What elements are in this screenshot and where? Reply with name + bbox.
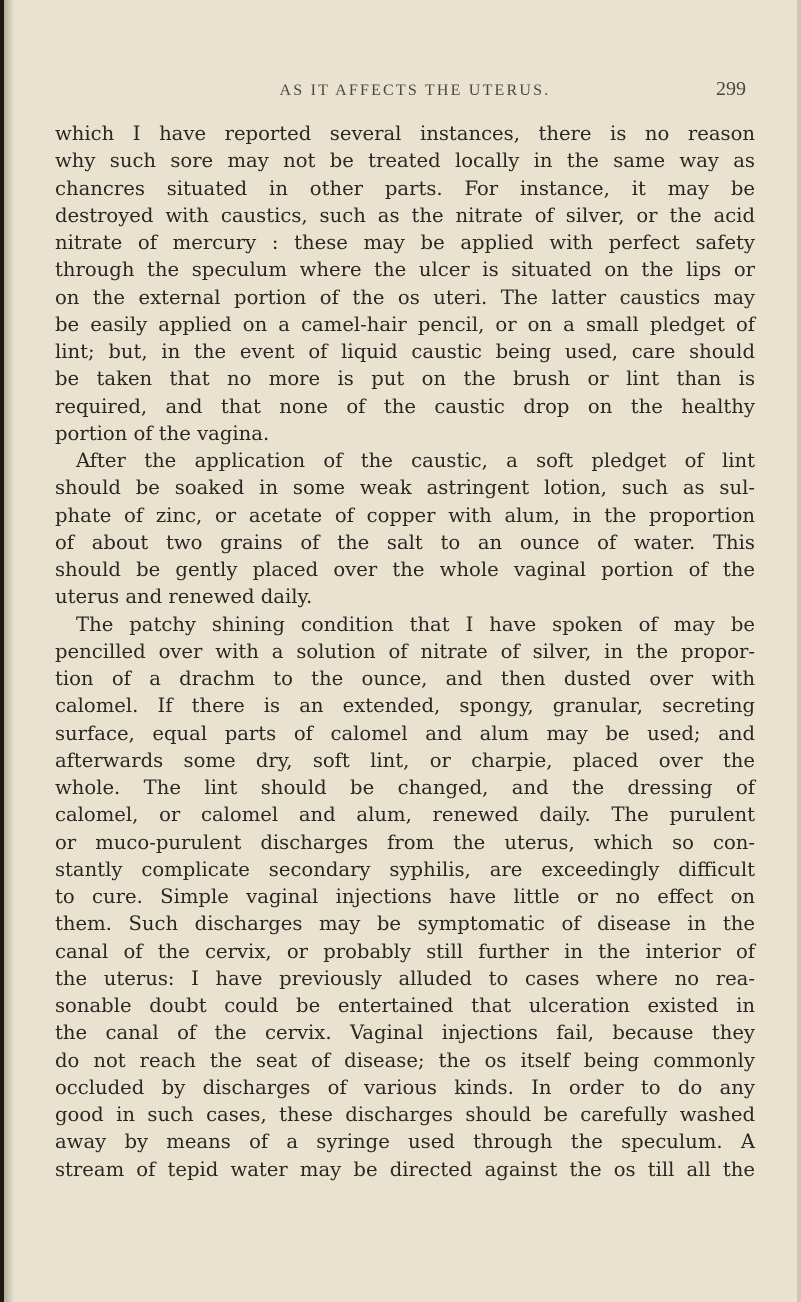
text-line: The patchy shining condition that I have spoken of may be	[76, 612, 755, 636]
text-line: required, and that none of the caustic drop on the healthy	[55, 394, 755, 418]
text-line: canal of the cervix, or probably still further in the interior of	[55, 939, 755, 963]
text-line: should be gently placed over the whole vaginal portion of the	[55, 558, 755, 581]
text-line: After the application of the caustic, a soft pledget of lint	[76, 449, 755, 472]
text-line: why such sore may not be treated locally in the same way as	[55, 149, 755, 173]
page-header	[0, 78, 801, 108]
text-line: through the speculum where the ulcer is situated on the lips or	[55, 258, 755, 282]
text-line: do not reach the seat of disease; the os itself being commonly	[55, 1048, 755, 1072]
text-line: which I have reported several instances, there is no reason	[55, 122, 755, 145]
text-line: tion of a drachm to the ounce, and then dusted over with	[55, 667, 755, 690]
text-line: of about two grains of the salt to an ounce of water. This	[55, 530, 755, 554]
text-line: phate of zinc, or acetate of copper with alum, in the proportion	[55, 503, 755, 527]
text-line: should be soaked in some weak astringent lotion, such as sul-	[55, 476, 755, 500]
text-line: whole. The lint should be changed, and the dressing of	[55, 776, 755, 799]
running-head: AS IT AFFECTS THE UTERUS.	[279, 82, 551, 99]
text-line: the canal of the cervix. Vaginal injections fail, because they	[55, 1021, 755, 1045]
text-line: stantly complicate secondary syphilis, are exceedingly difficult	[55, 857, 755, 881]
text-line: stream of tepid water may be directed against the os till all the	[55, 1157, 755, 1181]
text-line: afterwards some dry, soft lint, or charpie, placed over the	[55, 748, 755, 772]
text-line: destroyed with caustics, such as the nitrate of silver, or the acid	[55, 203, 755, 227]
gutter-shadow	[4, 0, 14, 1302]
text-line: calomel, or calomel and alum, renewed daily. The purulent	[55, 803, 755, 827]
text-line: good in such cases, these discharges should be carefully washed	[55, 1103, 755, 1126]
text-line: chancres situated in other parts. For instance, it may be	[55, 176, 755, 200]
body-text	[55, 120, 755, 1183]
text-line: surface, equal parts of calomel and alum may be used; and	[55, 721, 755, 745]
text-line: nitrate of mercury : these may be applied with perfect safety	[55, 231, 755, 254]
text-line: or muco-purulent discharges from the uterus, which so con-	[55, 830, 755, 854]
text-line: away by means of a syringe used through the speculum. A	[55, 1130, 755, 1154]
text-line: them. Such discharges may be symptomatic of disease in the	[55, 912, 755, 936]
text-line: the uterus: I have previously alluded to cases where no rea-	[55, 966, 755, 990]
text-line: occluded by discharges of various kinds. In order to do any	[55, 1075, 755, 1099]
text-line: to cure. Simple vaginal injections have little or no effect on	[55, 885, 755, 908]
text-line: be taken that no more is put on the brush or lint than is	[55, 367, 755, 391]
text-line: sonable doubt could be entertained that ulceration existed in	[55, 994, 755, 1017]
text-line: on the external portion of the os uteri. The latter caustics may	[55, 285, 755, 309]
text-line: calomel. If there is an extended, spongy, granular, secreting	[55, 694, 755, 718]
text-line: uterus and renewed daily.	[55, 585, 313, 609]
text-line: portion of the vagina.	[55, 421, 270, 445]
text-line: be easily applied on a camel-hair pencil, or on a small pledget of	[55, 312, 755, 336]
text-line: lint; but, in the event of liquid caustic being used, care should	[55, 340, 755, 363]
page-number: 299	[716, 78, 746, 100]
page-edge	[797, 0, 801, 1302]
text-line: pencilled over with a solution of nitrate of silver, in the propor-	[55, 639, 755, 663]
